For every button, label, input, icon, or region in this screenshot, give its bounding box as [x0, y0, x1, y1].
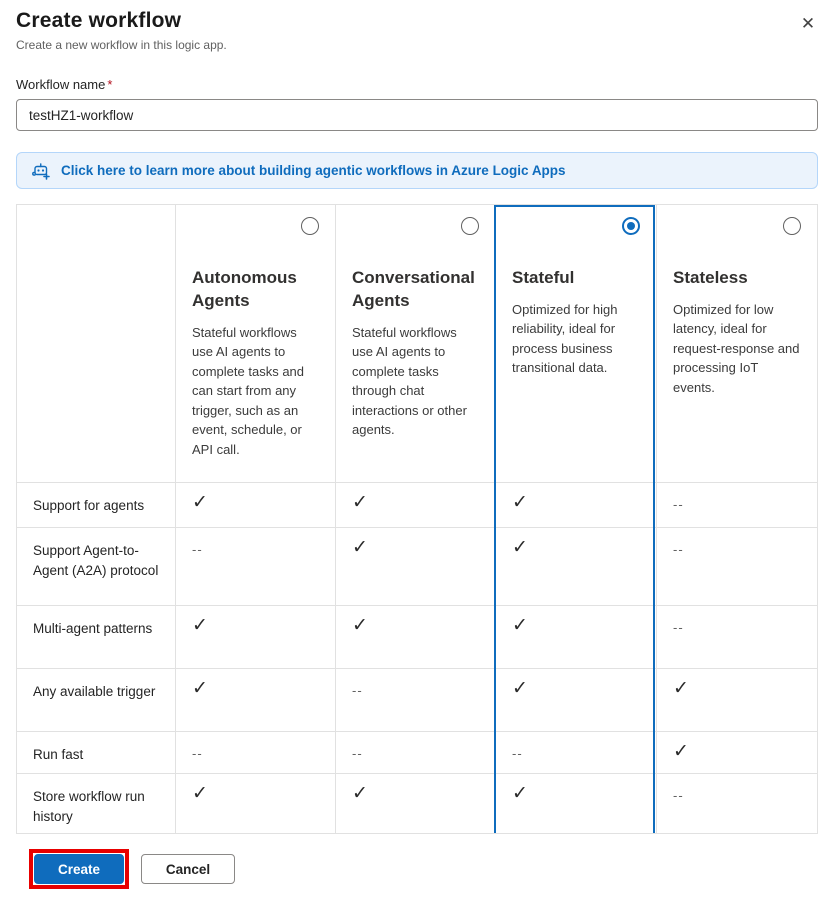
row-label: Support Agent-to-Agent (A2A) protocol — [17, 527, 175, 605]
comparison-cell: ✓ — [656, 668, 817, 731]
comparison-cell: -- — [175, 731, 335, 773]
row-label: Support for agents — [17, 482, 175, 527]
row-label: Run fast — [17, 731, 175, 773]
cancel-button[interactable]: Cancel — [141, 854, 235, 884]
agent-bot-add-icon — [31, 161, 51, 181]
plan-description: Stateful workflows use AI agents to complete tasks through chat interactions or other agents. — [352, 324, 467, 438]
plan-title: Conversational Agents — [352, 268, 475, 310]
create-button[interactable]: Create — [34, 854, 124, 884]
comparison-cell: -- — [495, 731, 656, 773]
plan-column-stateless[interactable] — [656, 205, 817, 482]
comparison-cell: -- — [335, 668, 495, 731]
comparison-cell: ✓ — [335, 527, 495, 605]
dialog-header — [16, 9, 818, 52]
comparison-cell: -- — [656, 482, 817, 527]
close-icon[interactable]: ✕ — [796, 12, 820, 36]
comparison-cell: ✓ — [175, 605, 335, 668]
comparison-cell: ✓ — [495, 482, 656, 527]
header-empty-cell — [17, 205, 175, 482]
plan-comparison-table — [16, 204, 818, 834]
radio-stateless[interactable] — [783, 217, 801, 235]
comparison-cell: ✓ — [335, 773, 495, 833]
comparison-cell: ✓ — [175, 773, 335, 833]
plan-column-stateful[interactable] — [495, 205, 656, 482]
plan-title: Stateful — [512, 268, 575, 287]
comparison-cell: -- — [335, 731, 495, 773]
radio-autonomous-agents[interactable] — [301, 217, 319, 235]
comparison-cell: ✓ — [495, 605, 656, 668]
required-asterisk: * — [107, 77, 113, 92]
comparison-cell: -- — [656, 527, 817, 605]
learn-more-banner[interactable] — [16, 152, 818, 189]
radio-stateful[interactable] — [622, 217, 640, 235]
comparison-cell: ✓ — [335, 605, 495, 668]
comparison-cell: ✓ — [175, 482, 335, 527]
plan-column-conversational-agents[interactable] — [335, 205, 495, 482]
radio-conversational-agents[interactable] — [461, 217, 479, 235]
comparison-cell: -- — [175, 527, 335, 605]
comparison-cell: ✓ — [495, 773, 656, 833]
workflow-name-label: Workflow name * — [16, 77, 113, 92]
plan-description: Optimized for low latency, ideal for request-response and processing IoT events. — [673, 301, 800, 395]
comparison-cell: ✓ — [495, 668, 656, 731]
workflow-name-input[interactable] — [16, 99, 818, 131]
comparison-cell: ✓ — [495, 527, 656, 605]
comparison-cell: -- — [656, 773, 817, 833]
comparison-cell: -- — [656, 605, 817, 668]
comparison-cell: ✓ — [175, 668, 335, 731]
plan-description: Optimized for high reliability, ideal for process business transitional data. — [512, 301, 618, 376]
annotation-highlight-box — [29, 849, 129, 889]
plan-title: Stateless — [673, 268, 748, 287]
plan-title: Autonomous Agents — [192, 268, 297, 310]
dialog-footer — [16, 849, 818, 889]
plan-column-autonomous-agents[interactable] — [175, 205, 335, 482]
learn-more-link[interactable]: Click here to learn more about building agentic workflows in Azure Logic Apps — [61, 163, 566, 178]
page-subtitle: Create a new workflow in this logic app. — [16, 38, 227, 52]
row-label: Store workflow run history — [17, 773, 175, 833]
page-title: Create workflow — [16, 9, 182, 32]
row-label: Any available trigger — [17, 668, 175, 731]
plan-description: Stateful workflows use AI agents to complete tasks and can start from any trigger, such as an event, schedule, or API call. — [192, 324, 305, 457]
comparison-cell: ✓ — [656, 731, 817, 773]
row-label: Multi-agent patterns — [17, 605, 175, 668]
comparison-cell: ✓ — [335, 482, 495, 527]
